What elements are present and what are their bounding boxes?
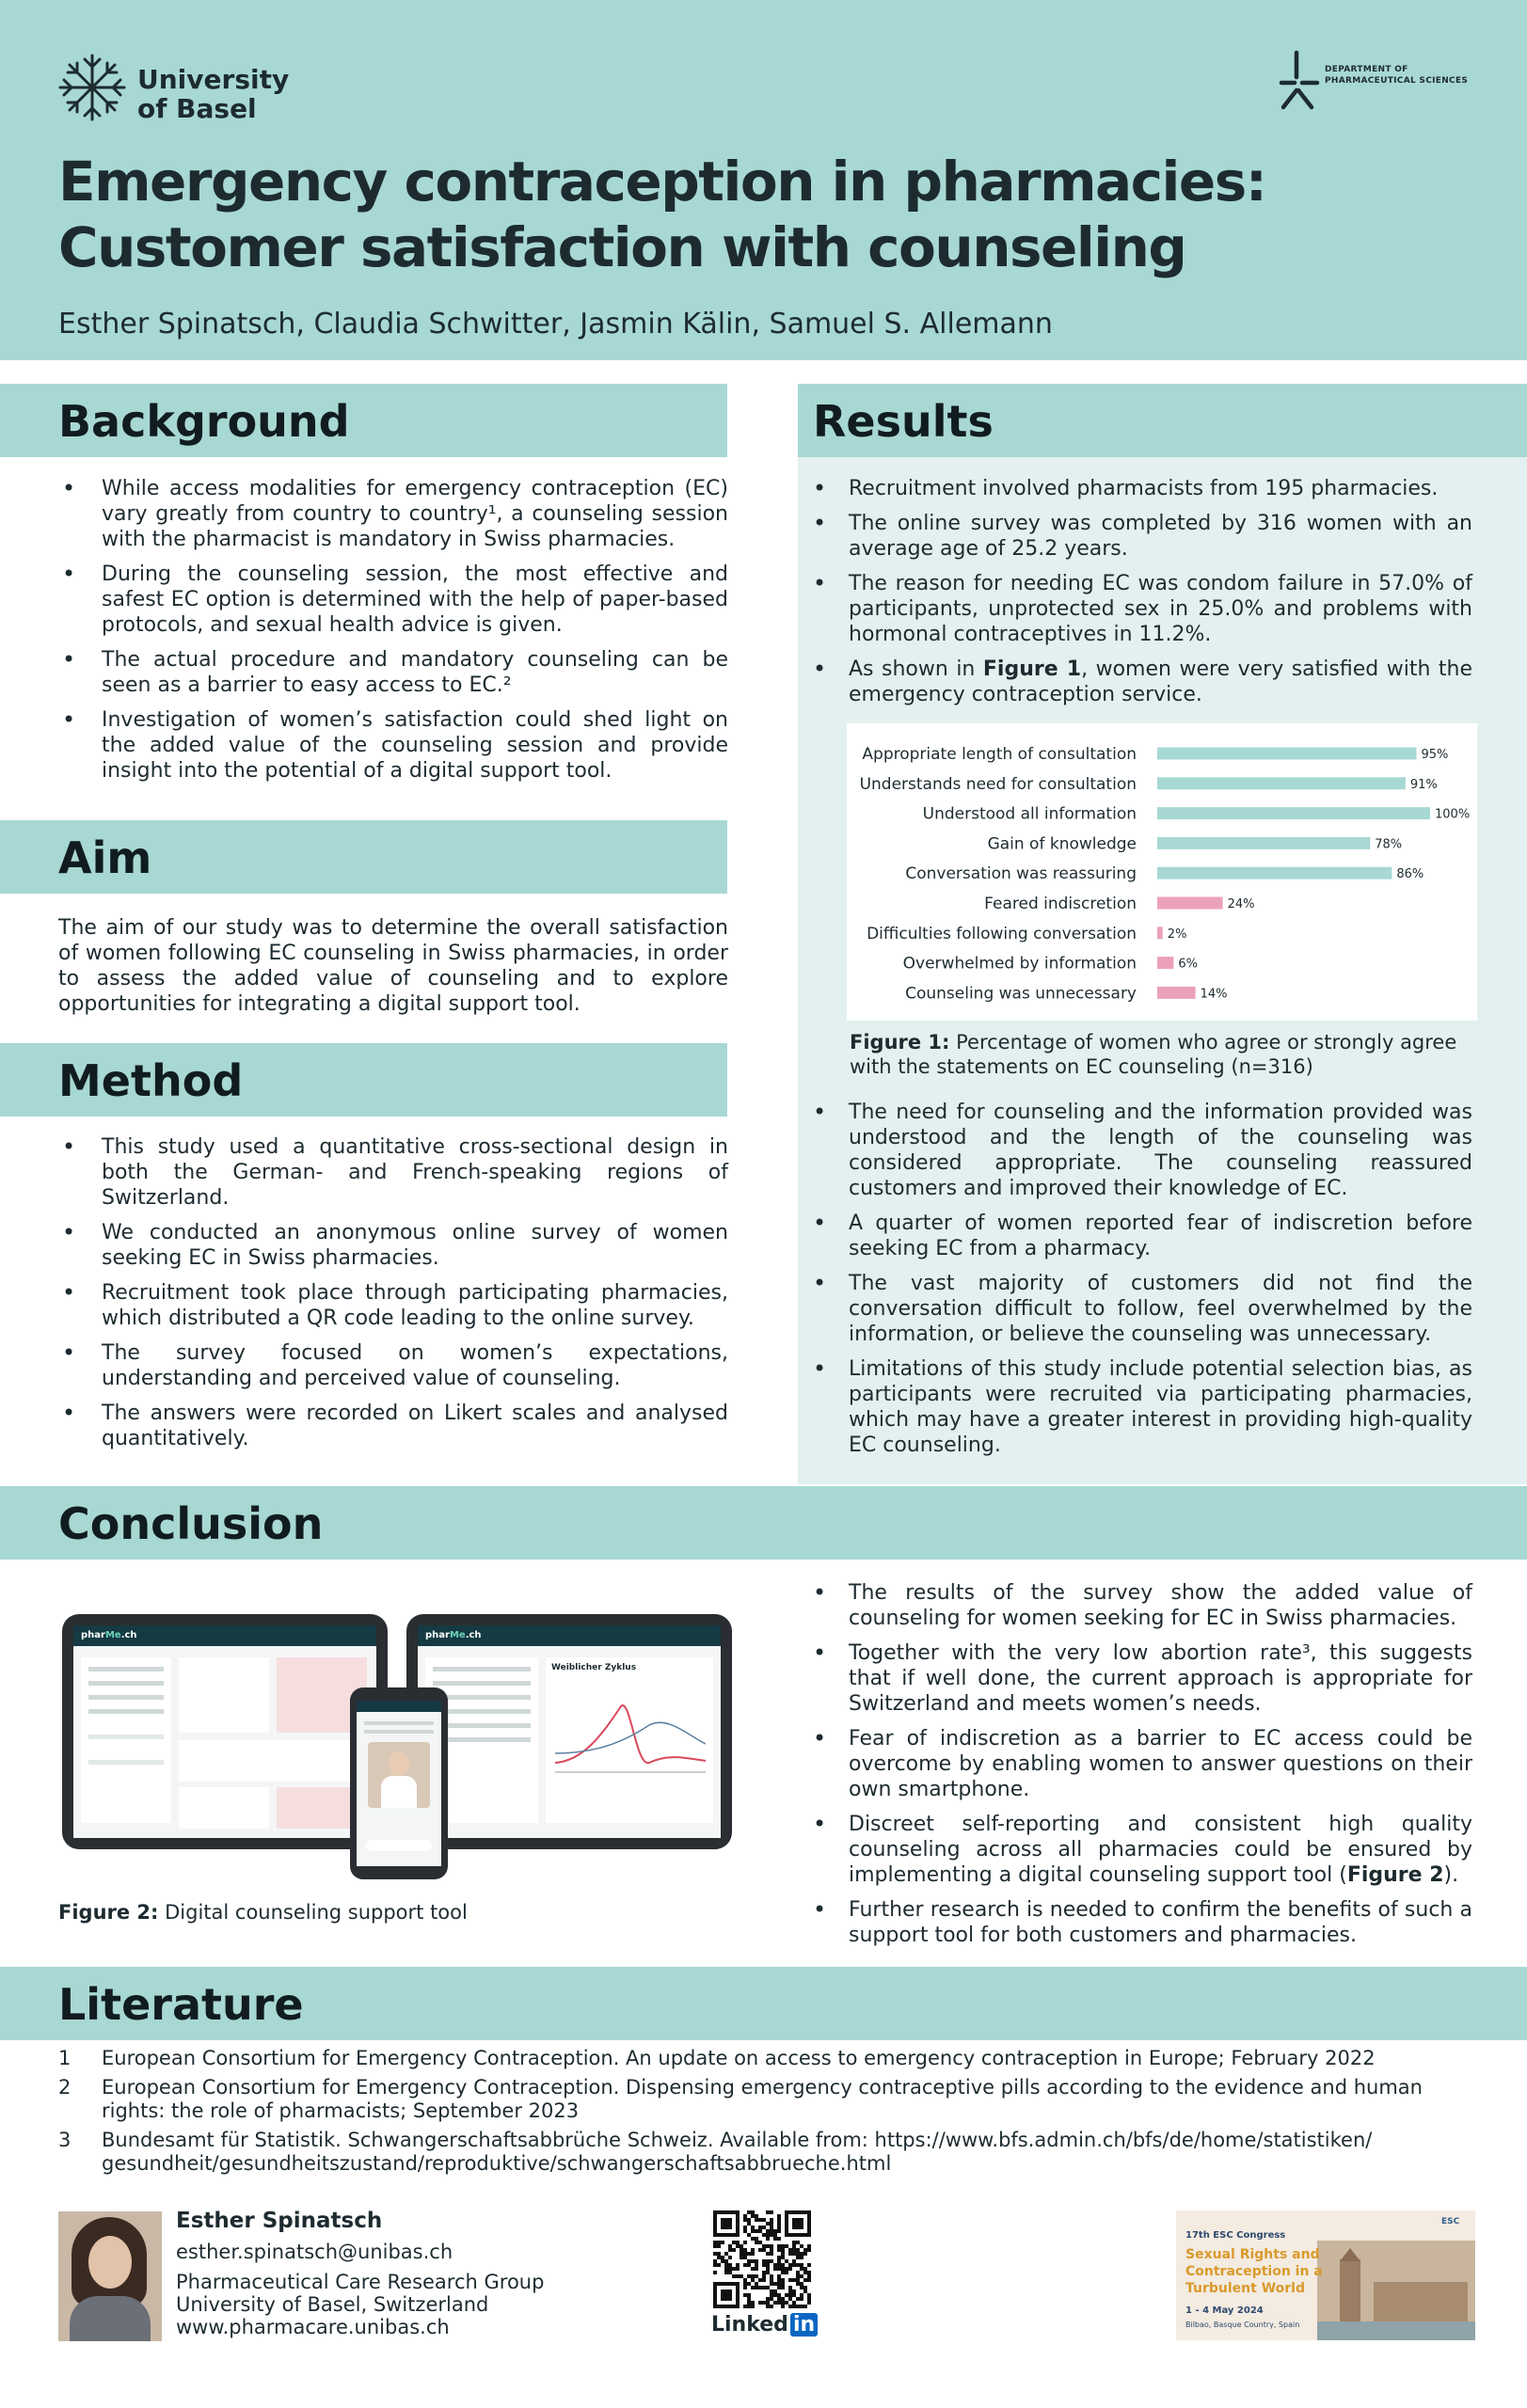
congress-edition: 17th ESC Congress bbox=[1185, 2230, 1286, 2241]
figure-ref-post: , women were very satisfied with the emergency contraception service. bbox=[849, 657, 1472, 706]
value-label: 6% bbox=[1178, 957, 1199, 972]
congress-place: Bilbao, Basque Country, Spain bbox=[1185, 2321, 1300, 2329]
category-label: Understands need for consultation bbox=[859, 774, 1137, 794]
item-text-post: ). bbox=[1443, 1863, 1459, 1887]
value-label: 91% bbox=[1409, 777, 1438, 792]
method-list bbox=[58, 1134, 728, 1461]
aim-heading: Aim bbox=[58, 832, 152, 883]
bar bbox=[1157, 987, 1196, 999]
bar bbox=[1157, 748, 1417, 760]
value-label: 78% bbox=[1375, 837, 1403, 852]
category-label: Conversation was reassuring bbox=[905, 864, 1137, 884]
aim-section-bar bbox=[0, 820, 727, 894]
app-brand-bar bbox=[73, 1625, 376, 1646]
category-label: Feared indiscretion bbox=[984, 895, 1137, 913]
author-list: Esther Spinatsch, Claudia Schwitter, Jasmin Kälin, Samuel S. Allemann bbox=[58, 308, 1053, 341]
linkedin-text: Linked bbox=[711, 2313, 788, 2337]
results-heading: Results bbox=[813, 396, 994, 447]
conclusion-heading: Conclusion bbox=[58, 1498, 324, 1549]
poster-title bbox=[58, 149, 1376, 280]
tablet-right bbox=[406, 1614, 732, 1849]
pharmacist-photo bbox=[368, 1742, 430, 1808]
basilisk-star-icon bbox=[56, 52, 128, 123]
bar bbox=[1157, 927, 1163, 939]
congress-theme: Sexual Rights and Contraception in a Turbulent World bbox=[1185, 2247, 1323, 2296]
list-item: • During the counseling session, the most effective and safest EC option is determined with the help of paper-based protocols, and sexual health advice is given. bbox=[58, 562, 728, 638]
category-label: Appropriate length of consultation bbox=[862, 745, 1137, 764]
brand-text-tld: .ch bbox=[465, 1630, 482, 1640]
list-item: • The actual procedure and mandatory counseling can be seen as a barrier to easy access to EC.² bbox=[58, 647, 728, 698]
list-item: • We conducted an anonymous online survey of women seeking EC in Swiss pharmacies. bbox=[58, 1220, 728, 1271]
results-list-bottom bbox=[809, 1100, 1472, 1467]
value-label: 95% bbox=[1421, 748, 1449, 762]
method-heading: Method bbox=[58, 1055, 244, 1106]
background-heading: Background bbox=[58, 396, 350, 447]
tablet-left-screen bbox=[73, 1625, 376, 1838]
figure-1-label: Figure 1: bbox=[850, 1031, 950, 1054]
reference-number: 1 bbox=[58, 2047, 72, 2069]
value-label: 86% bbox=[1396, 867, 1424, 882]
brand-text: phar bbox=[425, 1630, 450, 1640]
list-item: • Recruitment took place through participating pharmacies, which distributed a QR code leading to the online survey. bbox=[58, 1280, 728, 1331]
smartphone-screen bbox=[357, 1701, 441, 1866]
app-card bbox=[179, 1740, 367, 1782]
list-item: • The vast majority of customers did not find the conversation difficult to follow, feel overwhelmed by the information, or believe the counseling was unnecessary. bbox=[809, 1271, 1472, 1347]
tablet-left bbox=[62, 1614, 388, 1849]
app-brand-bar bbox=[357, 1701, 441, 1712]
bar bbox=[1157, 867, 1392, 879]
bar bbox=[1157, 897, 1223, 910]
linkedin-in-badge: in bbox=[790, 2313, 818, 2337]
university-name: University of Basel bbox=[137, 64, 290, 124]
list-item: • Investigation of women’s satisfaction could shed light on the added value of the counseling session and provide insight into the potential of a digital support tool. bbox=[58, 707, 728, 784]
literature-section-bar bbox=[0, 1967, 1527, 2040]
smartphone bbox=[350, 1687, 448, 1879]
category-label: Gain of knowledge bbox=[987, 834, 1137, 854]
background-section-bar bbox=[0, 384, 727, 457]
list-item: • Further research is needed to confirm the benefits of such a support tool for both customers and pharmacies. bbox=[809, 1897, 1472, 1948]
bar bbox=[1157, 837, 1370, 849]
value-label: 14% bbox=[1200, 987, 1228, 1002]
list-item: • The reason for needing EC was condom failure in 57.0% of participants, unprotected sex in 25.0% and problems with hormonal contraceptives in 11.2%. bbox=[809, 571, 1472, 647]
value-label: 2% bbox=[1167, 927, 1187, 942]
figure-2-caption-text: Digital counseling support tool bbox=[158, 1901, 468, 1924]
congress-dates: 1 - 4 May 2024 bbox=[1185, 2305, 1264, 2316]
title-line-1: Emergency contraception in pharmacies: bbox=[58, 150, 1266, 214]
figure-1-caption bbox=[850, 1030, 1475, 1079]
reference-number: 2 bbox=[58, 2076, 72, 2099]
congress-banner bbox=[1176, 2210, 1475, 2340]
list-item: • Recruitment involved pharmacists from 195 pharmacies. bbox=[809, 476, 1472, 501]
contact-group: Pharmaceutical Care Research Group bbox=[176, 2271, 545, 2293]
results-section-bar bbox=[798, 384, 1527, 457]
reference-text: European Consortium for Emergency Contraception. An update on access to emergency contraception in Europe; February 2022 bbox=[102, 2047, 1376, 2069]
value-label: 24% bbox=[1227, 897, 1255, 911]
title-line-2: Customer satisfaction with counseling bbox=[58, 215, 1186, 279]
method-section-bar bbox=[0, 1043, 727, 1117]
figure-1-caption-text: Percentage of women who agree or strongly agree with the statements on EC counseling (n=316) bbox=[850, 1031, 1457, 1078]
category-label: Overwhelmed by information bbox=[902, 954, 1137, 974]
contact-email[interactable]: esther.spinatsch@unibas.ch bbox=[176, 2241, 453, 2263]
bar-chart bbox=[847, 723, 1477, 1021]
app-card bbox=[179, 1657, 269, 1733]
figure-2-label: Figure 2: bbox=[58, 1901, 159, 1924]
reference-number: 3 bbox=[58, 2129, 72, 2151]
list-item: • The survey focused on women’s expectations, understanding and perceived value of counseling. bbox=[58, 1340, 728, 1391]
app-card bbox=[179, 1787, 269, 1829]
author-photo bbox=[58, 2211, 162, 2341]
figure-2-ref: Figure 2 bbox=[1346, 1863, 1444, 1887]
figure-2-devices bbox=[58, 1608, 736, 1881]
congress-badge: ESC bbox=[1441, 2217, 1460, 2226]
department-name: DEPARTMENT OF PHARMACEUTICAL SCIENCES bbox=[1325, 65, 1469, 86]
linkedin-logo[interactable] bbox=[711, 2312, 818, 2338]
department-mark-icon bbox=[1278, 49, 1321, 115]
brand-text: phar bbox=[81, 1630, 105, 1640]
app-content-heading: Weiblicher Zyklus bbox=[551, 1663, 637, 1672]
congress-photo bbox=[1317, 2241, 1475, 2340]
list-item: • Together with the very low abortion rate³, this suggests that if well done, the current approach is appropriate for Switzerland and meets women’s needs. bbox=[809, 1640, 1472, 1717]
aim-text: The aim of our study was to determine the overall satisfaction of women following EC counseling in Swiss pharmacies, in order to assess the added value of counseling and to explore opportunities for integrating a digital support tool. bbox=[58, 916, 728, 1016]
list-item: • Limitations of this study include potential selection bias, as participants were recruited via participating pharmacies, which may have a greater interest in providing high-quality EC counseling. bbox=[809, 1356, 1472, 1458]
value-label: 100% bbox=[1435, 807, 1471, 822]
list-item: • The answers were recorded on Likert scales and analysed quantitatively. bbox=[58, 1401, 728, 1451]
department-logo bbox=[1278, 49, 1494, 119]
app-sidebar bbox=[81, 1657, 171, 1823]
app-brand-bar bbox=[418, 1625, 721, 1646]
item-text-pre: Discreet self-reporting and consistent high quality counseling across all pharmacies could be ensured by implementing a digital counseling support tool ( bbox=[849, 1813, 1472, 1887]
contact-website[interactable]: www.pharmacare.unibas.ch bbox=[176, 2316, 450, 2338]
conclusion-section-bar bbox=[0, 1486, 1527, 1560]
cycle-chart-icon bbox=[546, 1678, 713, 1791]
chat-input bbox=[366, 1840, 432, 1851]
bar bbox=[1157, 957, 1173, 969]
background-list bbox=[58, 476, 728, 793]
university-logo bbox=[56, 52, 292, 127]
qr-code-icon[interactable] bbox=[713, 2210, 811, 2308]
category-label: Understood all information bbox=[922, 804, 1137, 824]
tablet-right-screen bbox=[418, 1625, 721, 1838]
brand-text-accent: Me bbox=[449, 1630, 466, 1640]
bar bbox=[1157, 807, 1430, 819]
list-item: • A quarter of women reported fear of indiscretion before seeking EC from a pharmacy. bbox=[809, 1211, 1472, 1261]
category-label: Counseling was unnecessary bbox=[905, 984, 1137, 1004]
contact-institution: University of Basel, Switzerland bbox=[176, 2293, 489, 2316]
contact-name: Esther Spinatsch bbox=[176, 2209, 383, 2233]
literature-heading: Literature bbox=[58, 1979, 304, 2030]
list-item bbox=[809, 657, 1472, 707]
list-item: • This study used a quantitative cross-sectional design in both the German- and French-speaking regions of Switzerland. bbox=[58, 1134, 728, 1211]
conclusion-list bbox=[809, 1580, 1472, 1957]
list-item: • The results of the survey show the added value of counseling for women seeking for EC in Swiss pharmacies. bbox=[809, 1580, 1472, 1631]
figure-2-caption bbox=[58, 1900, 717, 1925]
results-list-top bbox=[809, 476, 1472, 717]
reference-text: European Consortium for Emergency Contraception. Dispensing emergency contraceptive pills according to the evidence and human rights: the role of pharmacists; September 2023 bbox=[102, 2076, 1423, 2122]
brand-text-accent: Me bbox=[104, 1630, 121, 1640]
list-item bbox=[809, 1812, 1472, 1888]
list-item: • Fear of indiscretion as a barrier to EC access could be overcome by enabling women to answer questions on their own smartphone. bbox=[809, 1726, 1472, 1802]
figure-ref-pre: As shown in bbox=[849, 657, 983, 681]
list-item: • While access modalities for emergency contraception (EC) vary greatly from country to country¹, a counseling session with the pharmacist is mandatory in Swiss pharmacies. bbox=[58, 476, 728, 552]
figure-1-chart bbox=[847, 723, 1477, 1021]
bar bbox=[1157, 777, 1406, 789]
reference-text: Bundesamt für Statistik. Schwangerschaftsabbrüche Schweiz. Available from: https://www.bfs.admin.ch/bfs/de/home/statistiken/ gesundheit/gesundheitszustand/reproduktive/schwangerschaftsabbrueche.html bbox=[102, 2129, 1373, 2175]
list-item: • The need for counseling and the information provided was understood and the length of the counseling was considered appropriate. The counseling reassured customers and improved their knowledge of EC. bbox=[809, 1100, 1472, 1201]
figure-1-ref: Figure 1 bbox=[982, 657, 1082, 681]
brand-text-tld: .ch bbox=[120, 1630, 137, 1640]
list-item: • The online survey was completed by 316 women with an average age of 25.2 years. bbox=[809, 511, 1472, 562]
category-label: Difficulties following conversation bbox=[867, 924, 1137, 943]
app-content-panel bbox=[546, 1657, 713, 1823]
